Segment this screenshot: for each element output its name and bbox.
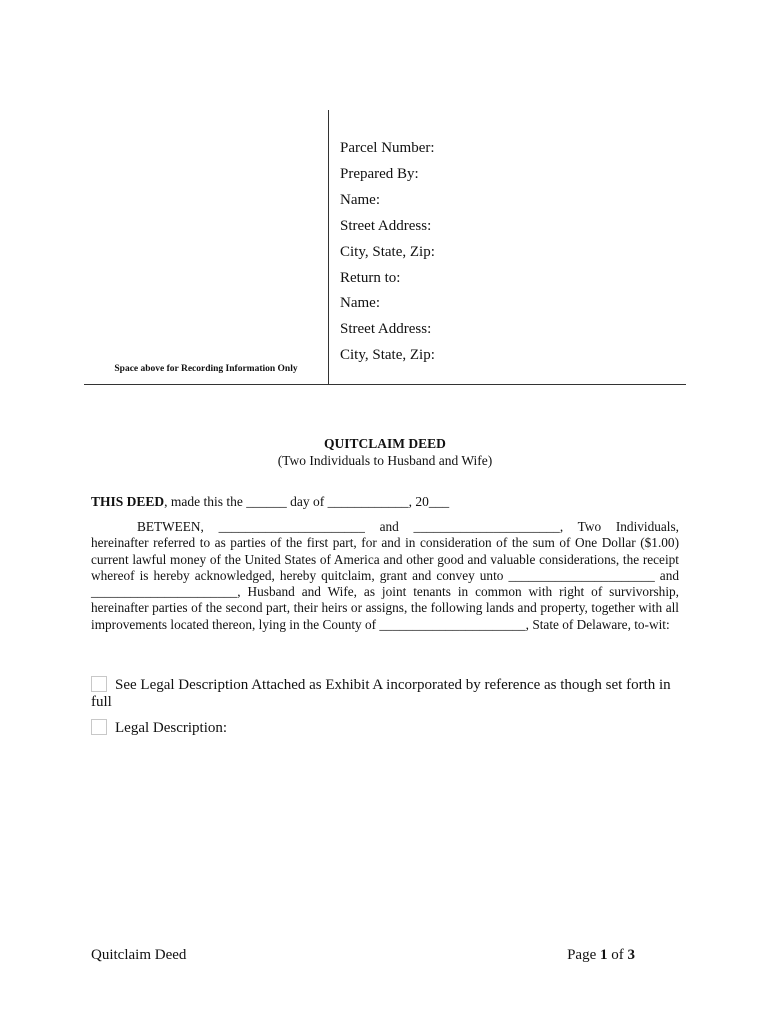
total-pages: 3 bbox=[627, 947, 635, 963]
footer-page-number bbox=[567, 947, 635, 964]
legal-description-checkbox[interactable] bbox=[91, 719, 107, 735]
exhibit-checkbox[interactable] bbox=[91, 676, 107, 692]
field-return-city: City, State, Zip: bbox=[340, 347, 435, 364]
footer-title: Quitclaim Deed bbox=[91, 947, 187, 963]
field-preparer-city: City, State, Zip: bbox=[340, 243, 435, 260]
vertical-divider bbox=[328, 110, 329, 384]
field-preparer-street: Street Address: bbox=[340, 217, 432, 234]
field-return-name: Name: bbox=[340, 295, 380, 312]
page-of: of bbox=[607, 947, 628, 963]
recording-fields bbox=[340, 136, 435, 369]
deed-body-text: BETWEEN, ______________________ and ______________________, Two Individuals, hereinafter referred to as parties of the first part, for and in consideration of the sum of One Dollar ($1.00) current lawful money of the United States of America and other good and valuable considerations, the receipt whereof is hereby acknowledged, hereby quitclaim, grant and convey unto ______________________ and ______________________, Husband and Wife, as joint tenants in common with right of survivorship, hereinafter parties of the second part, their heirs or assigns, the following lands and property, together with all improvements located thereon, lying in the County of ______________________, State of Delaware, to-wit: bbox=[91, 519, 679, 632]
field-return-to: Return to: bbox=[340, 269, 401, 286]
exhibit-label: See Legal Description Attached as Exhibit A incorporated by reference as though set forth in full bbox=[91, 677, 671, 710]
exhibit-option bbox=[91, 676, 691, 711]
field-parcel-number: Parcel Number: bbox=[340, 140, 435, 156]
page-prefix: Page bbox=[567, 947, 600, 963]
recording-space-note: Space above for Recording Information Only bbox=[114, 364, 298, 374]
deed-body bbox=[91, 519, 679, 633]
field-return-street: Street Address: bbox=[340, 321, 432, 338]
deed-date-text: , made this the ______ day of ____________, 20___ bbox=[164, 494, 450, 509]
deed-lead: THIS DEED bbox=[91, 494, 165, 509]
horizontal-divider bbox=[84, 384, 686, 385]
current-page: 1 bbox=[600, 947, 608, 963]
legal-description-option bbox=[91, 719, 691, 737]
legal-description-label: Legal Description: bbox=[115, 720, 228, 736]
field-prepared-by: Prepared By: bbox=[340, 165, 419, 182]
field-preparer-name: Name: bbox=[340, 191, 380, 208]
document-title: QUITCLAIM DEED bbox=[324, 436, 446, 451]
deed-date-line bbox=[91, 494, 449, 510]
document-subtitle: (Two Individuals to Husband and Wife) bbox=[277, 453, 493, 468]
